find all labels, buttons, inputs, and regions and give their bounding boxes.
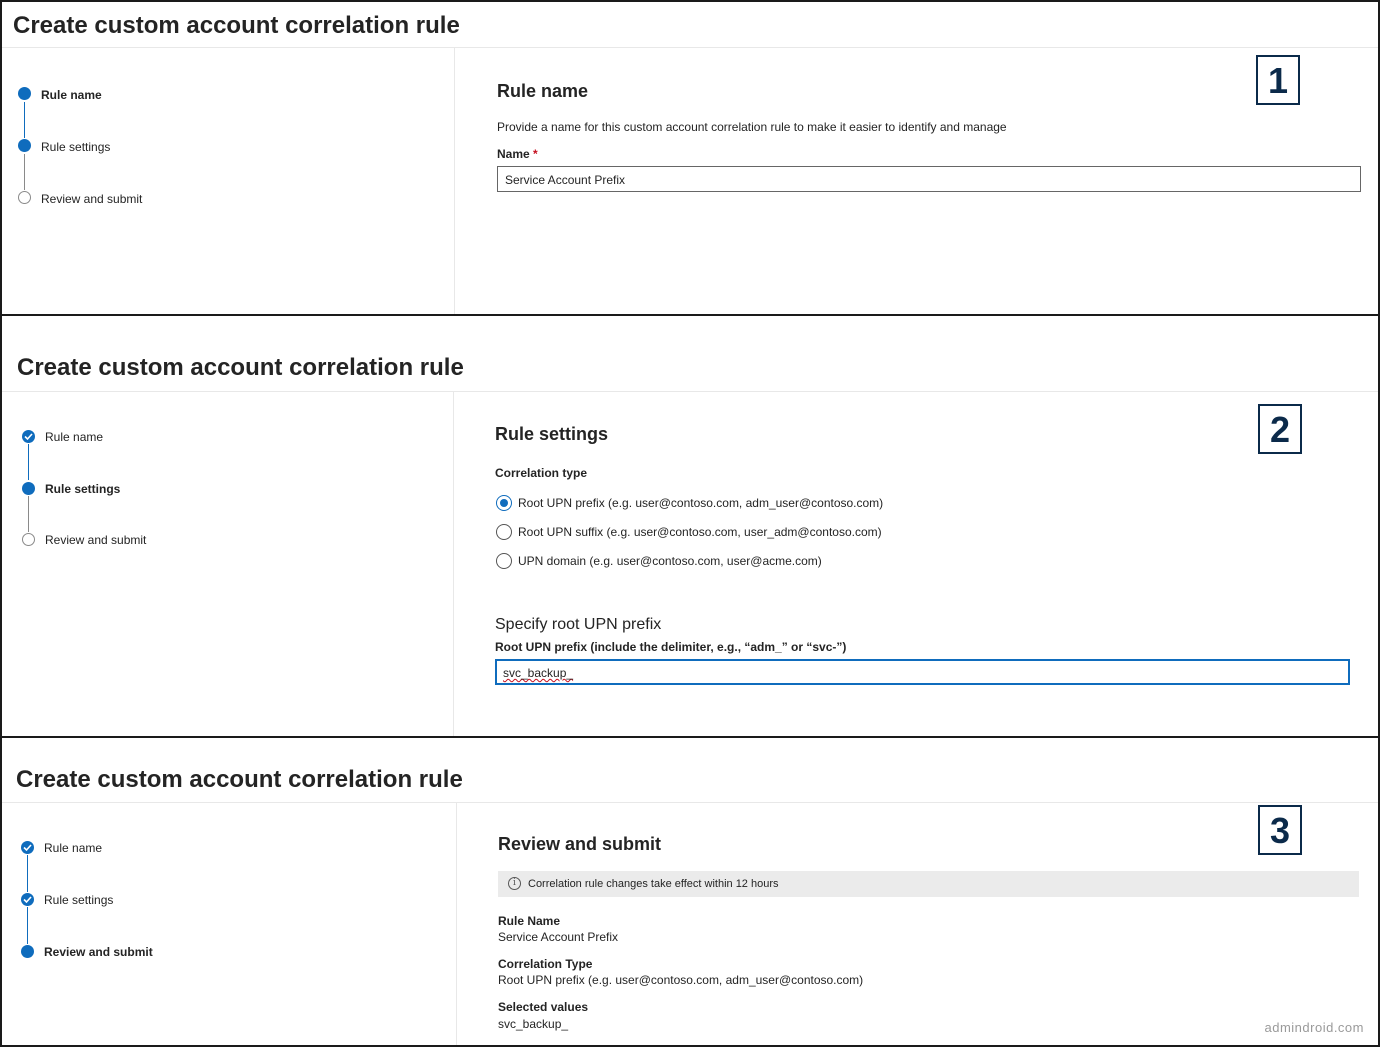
section-heading: Rule settings (495, 424, 609, 444)
prefix-input[interactable]: svc_backup_ (495, 659, 1350, 685)
watermark: admindroid.com (1264, 1020, 1364, 1035)
review-label: Rule Name (498, 914, 561, 928)
section-heading: Rule name (497, 81, 589, 101)
required-indicator: * (533, 147, 538, 161)
correlation-type-label: Correlation type (495, 466, 588, 480)
step-connector (28, 496, 29, 532)
panel-step-3 (0, 737, 1380, 1047)
step-rule-name[interactable]: Rule name (45, 430, 104, 444)
info-icon: i (508, 877, 521, 890)
review-label: Selected values (498, 1000, 589, 1014)
divider (454, 48, 455, 314)
step-icon (18, 139, 31, 152)
step-complete-icon (22, 430, 35, 443)
step-connector (24, 102, 25, 138)
step-current-icon (21, 945, 34, 958)
panel-step-1 (0, 0, 1380, 315)
subsection-heading: Specify root UPN prefix (495, 616, 662, 633)
radio-root-upn-suffix[interactable] (496, 524, 512, 540)
panel-title: Create custom account correlation rule (17, 354, 464, 381)
step-rule-settings[interactable]: Rule settings (45, 482, 121, 496)
divider (453, 392, 454, 736)
step-review-submit[interactable]: Review and submit (41, 192, 143, 206)
step-number-badge: 2 (1258, 404, 1302, 454)
divider (456, 803, 457, 1045)
step-complete-icon (21, 841, 34, 854)
divider (2, 47, 1378, 48)
step-current-icon (22, 482, 35, 495)
review-value: Service Account Prefix (498, 930, 619, 944)
step-connector (27, 855, 28, 892)
step-number-badge: 3 (1258, 805, 1302, 855)
panel-step-2 (0, 315, 1380, 737)
divider (2, 802, 1378, 803)
step-complete-icon (21, 893, 34, 906)
radio-upn-domain[interactable] (496, 553, 512, 569)
review-label: Correlation Type (498, 957, 593, 971)
step-rule-name[interactable]: Rule name (44, 841, 103, 855)
step-review-submit[interactable]: Review and submit (45, 533, 147, 547)
divider (2, 391, 1378, 392)
step-rule-settings[interactable]: Rule settings (44, 893, 114, 907)
radio-label[interactable]: Root UPN suffix (e.g. user@contoso.com, user_adm@contoso.com) (518, 525, 882, 539)
step-review-submit[interactable]: Review and submit (44, 945, 153, 959)
name-field-label: Name * (497, 147, 538, 161)
step-pending-icon (18, 191, 31, 204)
step-connector (27, 907, 28, 944)
radio-label[interactable]: Root UPN prefix (e.g. user@contoso.com, adm_user@contoso.com) (518, 496, 884, 510)
step-pending-icon (22, 533, 35, 546)
section-description: Provide a name for this custom account correlation rule to make it easier to identify and manage (497, 120, 1007, 134)
step-number-badge: 1 (1256, 55, 1300, 105)
review-value: Root UPN prefix (e.g. user@contoso.com, adm_user@contoso.com) (498, 973, 864, 987)
radio-label[interactable]: UPN domain (e.g. user@contoso.com, user@acme.com) (518, 554, 822, 568)
review-value: svc_backup_ (498, 1017, 569, 1031)
step-rule-name[interactable]: Rule name (41, 88, 102, 102)
step-current-icon (18, 87, 31, 100)
info-bar (498, 871, 1359, 897)
panel-title: Create custom account correlation rule (13, 12, 460, 39)
panel-title: Create custom account correlation rule (16, 766, 463, 793)
name-input[interactable]: Service Account Prefix (497, 166, 1361, 192)
step-connector (28, 444, 29, 480)
prefix-field-label: Root UPN prefix (include the delimiter, e.g., “adm_” or “svc-”) (495, 640, 847, 654)
step-connector (24, 154, 25, 190)
radio-root-upn-prefix[interactable] (496, 495, 512, 511)
step-rule-settings[interactable]: Rule settings (41, 140, 111, 154)
section-heading: Review and submit (498, 834, 662, 854)
info-message: Correlation rule changes take effect within 12 hours (528, 878, 779, 890)
